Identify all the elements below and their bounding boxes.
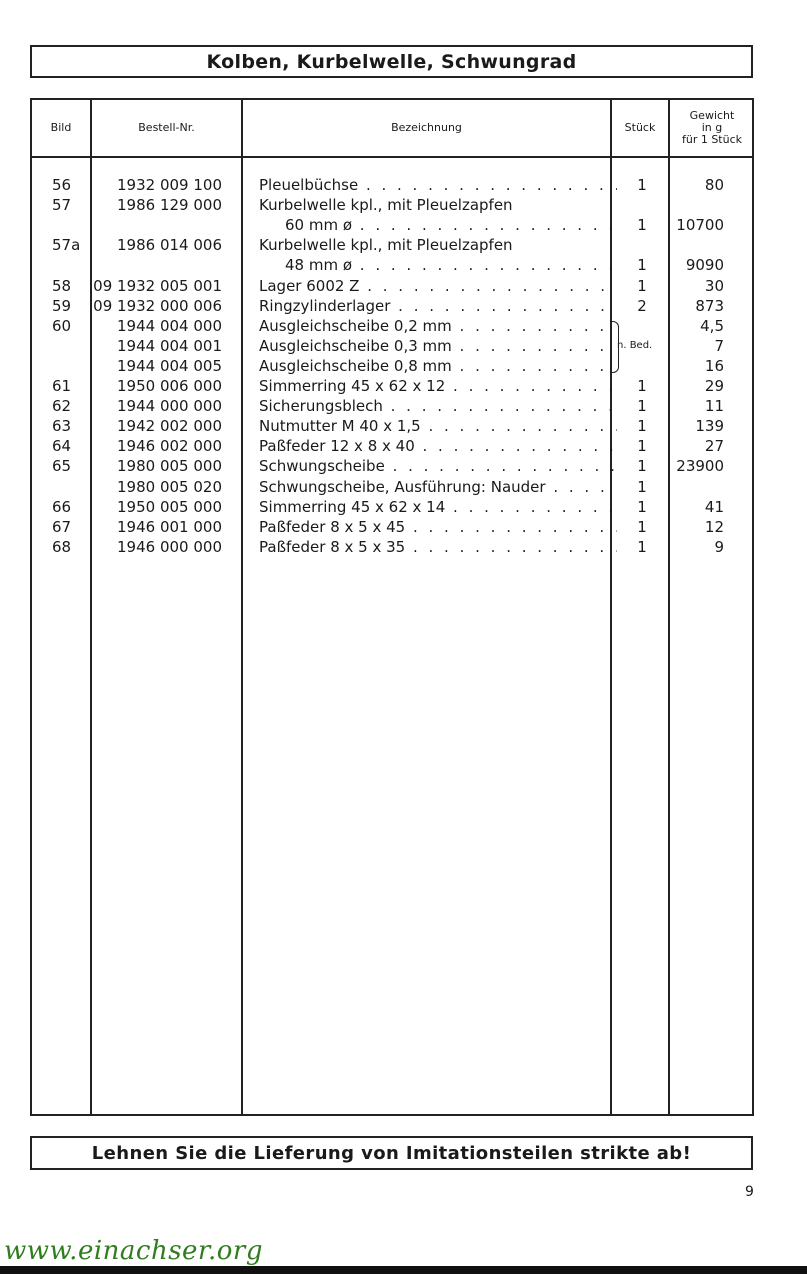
- cell-bezeichnung: Paßfeder 8 x 5 x 35 . . .: [259, 537, 617, 557]
- page-number: 9: [745, 1184, 754, 1200]
- cell-stueck: 1: [637, 497, 647, 516]
- cell-gewicht: 41: [704, 497, 724, 516]
- table-row: [32, 436, 752, 456]
- table-row: [32, 517, 752, 537]
- header-bild: Bild: [50, 121, 72, 134]
- cell-bestell-nr: 1946 002 000: [117, 437, 222, 456]
- table-row: [32, 537, 752, 557]
- cell-bezeichnung: Paßfeder 12 x 8 x 40 . . .: [259, 436, 617, 456]
- cell-bezeichnung: Nutmutter M 40 x 1,5 . . .: [259, 416, 617, 436]
- cell-bestell-nr: 1950 006 000: [117, 377, 222, 395]
- cell-bild: 65: [52, 457, 72, 476]
- table-row: [32, 255, 752, 275]
- cell-bezeichnung: Schwungscheibe . . .: [259, 456, 617, 476]
- table-row: [32, 356, 752, 376]
- cell-stueck: 1: [637, 517, 647, 536]
- cell-bezeichnung: Sicherungsblech . . .: [259, 396, 617, 416]
- header-divider: [32, 156, 752, 158]
- cell-gewicht: 9090: [685, 256, 724, 275]
- cell-bezeichnung: Ringzylinderlager . . .: [259, 296, 617, 316]
- cell-bild: 59: [52, 296, 72, 315]
- cell-gewicht: 23900: [676, 457, 724, 476]
- cell-bestell-nr: 09 1932 000 006: [93, 296, 222, 315]
- header-gewicht-line3: für 1 Stück: [681, 133, 743, 146]
- table-row: [32, 316, 752, 336]
- table-row: [32, 477, 752, 497]
- cell-bild: 57: [52, 196, 72, 215]
- table-row: [32, 215, 752, 235]
- cell-stueck: 1: [637, 377, 647, 395]
- cell-bestell-nr: 1944 004 000: [117, 316, 222, 335]
- cell-bestell-nr: 1932 009 100: [117, 176, 222, 194]
- cell-gewicht: 4,5: [700, 316, 724, 335]
- cell-bestell-nr: 1946 000 000: [117, 537, 222, 556]
- cell-bild: 56: [52, 176, 72, 194]
- cell-bezeichnung: Kurbelwelle kpl., mit Pleuelzapfen: [259, 236, 513, 255]
- header-gewicht: [670, 100, 754, 156]
- table-row: [32, 497, 752, 517]
- cell-bezeichnung: 60 mm ø . . .: [259, 215, 617, 235]
- cell-bezeichnung: Lager 6002 Z . . .: [259, 276, 617, 296]
- cell-gewicht: 9: [714, 537, 724, 556]
- cell-gewicht: 873: [695, 296, 724, 315]
- cell-stueck: 1: [637, 276, 647, 295]
- footer-warning: Lehnen Sie die Lieferung von Imitationsteilen strikte ab!: [30, 1136, 753, 1170]
- cell-bild: 60: [52, 316, 72, 335]
- cell-stueck: 1: [637, 176, 647, 194]
- cell-bezeichnung: Ausgleichscheibe 0,3 mm . . .: [259, 336, 609, 356]
- cell-bestell-nr: 09 1932 005 001: [93, 276, 222, 295]
- cell-stueck: 2: [637, 296, 647, 315]
- table-row: [32, 195, 752, 215]
- cell-gewicht: 139: [695, 417, 724, 436]
- cell-bild: 66: [52, 497, 72, 516]
- header-gewicht-line1: Gewicht: [689, 109, 735, 122]
- cell-bild: 61: [52, 377, 72, 395]
- table-row: [32, 456, 752, 476]
- cell-gewicht: 29: [704, 377, 724, 395]
- scan-edge-bar: [0, 1266, 807, 1274]
- cell-bild: 58: [52, 276, 72, 295]
- cell-bestell-nr: 1950 005 000: [117, 497, 222, 516]
- header-stueck: Stück: [624, 121, 656, 134]
- cell-bezeichnung: Schwungscheibe, Ausführung: Nauder . . .: [259, 477, 617, 497]
- cell-bild: 67: [52, 517, 72, 536]
- table-row: [32, 175, 752, 195]
- cell-gewicht: 7: [714, 336, 724, 355]
- cell-gewicht: 27: [704, 437, 724, 456]
- cell-bezeichnung: Paßfeder 8 x 5 x 45 . . .: [259, 517, 617, 537]
- cell-bestell-nr: 1944 004 001: [117, 336, 222, 355]
- header-bestell-nr: Bestell-Nr.: [138, 121, 195, 134]
- cell-bestell-nr: 1942 002 000: [117, 417, 222, 436]
- cell-bild: 63: [52, 417, 72, 436]
- cell-stueck: 1: [637, 537, 647, 556]
- table-row: [32, 235, 752, 255]
- cell-stueck: 1: [637, 256, 647, 275]
- cell-bezeichnung: Pleuelbüchse . . .: [259, 175, 617, 195]
- table-row: [32, 376, 752, 396]
- cell-gewicht: 12: [704, 517, 724, 536]
- brace-note: n. Bed.: [617, 340, 653, 351]
- cell-stueck: 1: [637, 397, 647, 416]
- cell-bestell-nr: 1986 014 006: [117, 236, 222, 255]
- cell-bezeichnung: Simmerring 45 x 62 x 14 . . .: [259, 497, 617, 517]
- table-row: [32, 276, 752, 296]
- table-row: [32, 396, 752, 416]
- cell-stueck: 1: [637, 457, 647, 476]
- cell-bezeichnung: Simmerring 45 x 62 x 12 . . .: [259, 376, 617, 396]
- cell-bezeichnung: Kurbelwelle kpl., mit Pleuelzapfen: [259, 196, 513, 215]
- parts-table: [30, 98, 754, 1116]
- cell-stueck: 1: [637, 437, 647, 456]
- cell-stueck: 1: [637, 417, 647, 436]
- table-row: [32, 296, 752, 316]
- cell-stueck: 1: [637, 216, 647, 235]
- cell-gewicht: 30: [704, 276, 724, 295]
- cell-bestell-nr: 1946 001 000: [117, 517, 222, 536]
- cell-stueck: 1: [637, 477, 647, 496]
- cell-bestell-nr: 1980 005 000: [117, 457, 222, 476]
- cell-bild: 62: [52, 397, 72, 416]
- page-title: Kolben, Kurbelwelle, Schwungrad: [30, 45, 753, 78]
- cell-bezeichnung: 48 mm ø . . .: [259, 255, 617, 275]
- cell-bild: 68: [52, 537, 72, 556]
- table-row: [32, 416, 752, 436]
- cell-gewicht: 80: [704, 176, 724, 194]
- header-gewicht-line2: in g: [701, 121, 723, 134]
- cell-bild: 57a: [52, 236, 81, 255]
- cell-gewicht: 11: [704, 397, 724, 416]
- cell-bestell-nr: 1944 000 000: [117, 397, 222, 416]
- watermark-text: www.einachser.org: [4, 1236, 263, 1266]
- cell-bestell-nr: 1986 129 000: [117, 196, 222, 215]
- header-bezeichnung: Bezeichnung: [391, 121, 462, 134]
- cell-bestell-nr: 1944 004 005: [117, 356, 222, 375]
- cell-bezeichnung: Ausgleichscheibe 0,2 mm . . .: [259, 316, 609, 336]
- cell-bezeichnung: Ausgleichscheibe 0,8 mm . . .: [259, 356, 609, 376]
- cell-gewicht: 10700: [676, 216, 724, 235]
- cell-bestell-nr: 1980 005 020: [117, 477, 222, 496]
- cell-gewicht: 16: [704, 356, 724, 375]
- cell-bild: 64: [52, 437, 72, 456]
